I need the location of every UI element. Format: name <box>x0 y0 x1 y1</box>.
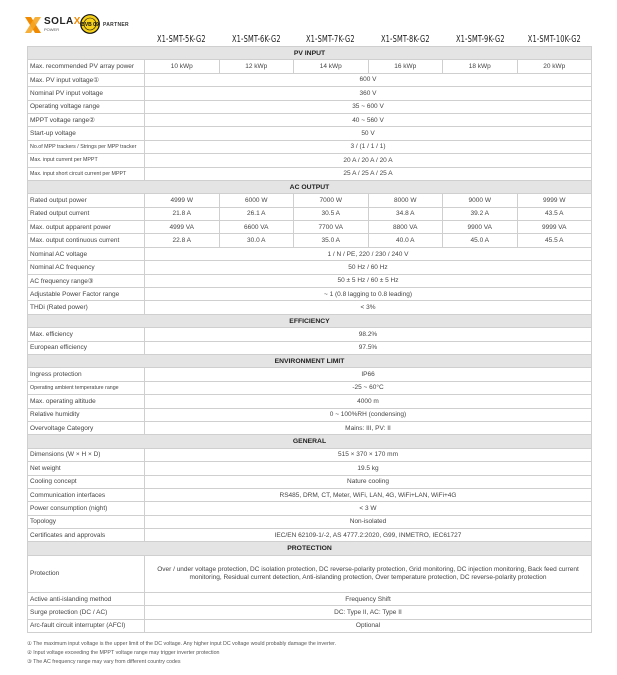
table-row <box>28 288 592 301</box>
table-row <box>28 274 592 287</box>
table-row <box>28 154 592 167</box>
table-row <box>28 73 592 86</box>
table-row <box>28 328 592 341</box>
table-row <box>28 60 592 73</box>
spec-value: 45.0 A <box>443 234 518 247</box>
spec-value: 9999 VA <box>517 221 592 234</box>
spec-label: Max. output continuous current <box>28 234 145 247</box>
spec-value: 98.2% <box>145 328 592 341</box>
section-pv-input <box>28 47 592 60</box>
spec-value: 16 kWp <box>368 60 443 73</box>
table-row <box>28 100 592 113</box>
spec-value: 30.5 A <box>294 207 369 220</box>
spec-value: PV INPUT <box>28 47 592 60</box>
spec-label: MPPT voltage range② <box>28 113 145 126</box>
table-row <box>28 606 592 619</box>
spec-label: Nominal PV input voltage <box>28 87 145 100</box>
footnote: ③ The AC frequency range may vary from different country codes <box>27 659 181 665</box>
section-environment <box>28 354 592 367</box>
spec-value: ~ 1 (0.8 lagging to 0.8 leading) <box>145 288 592 301</box>
spec-value: 26.1 A <box>219 207 294 220</box>
spec-value: 40 ~ 560 V <box>145 113 592 126</box>
table-row <box>28 502 592 515</box>
spec-label: Rated output power <box>28 194 145 207</box>
spec-value: Frequency Shift <box>145 592 592 605</box>
solax-x-icon <box>24 16 42 34</box>
spec-value: 4999 W <box>145 194 220 207</box>
table-row <box>28 234 592 247</box>
section-efficiency <box>28 314 592 327</box>
spec-value: 35.0 A <box>294 234 369 247</box>
spec-label: Rated output current <box>28 207 145 220</box>
spec-value: 18 kWp <box>443 60 518 73</box>
spec-value: GENERAL <box>28 435 592 448</box>
spec-value: IP66 <box>145 368 592 381</box>
spec-value: EFFICIENCY <box>28 314 592 327</box>
spec-label: Net weight <box>28 462 145 475</box>
table-row <box>28 341 592 354</box>
spec-label: No.of MPP trackers / Strings per MPP tracker <box>28 140 145 153</box>
spec-label: Max. efficiency <box>28 328 145 341</box>
spec-label: AC frequency range③ <box>28 274 145 287</box>
spec-label: Surge protection (DC / AC) <box>28 606 145 619</box>
spec-label: Operating ambient temperature range <box>28 381 145 394</box>
spec-value: 8800 VA <box>368 221 443 234</box>
spec-value: DC: Type II, AC: Type II <box>145 606 592 619</box>
spec-label: Overvoltage Category <box>28 421 145 434</box>
model-name: X1-SMT-5K-G2 <box>156 34 206 45</box>
spec-value: 34.8 A <box>368 207 443 220</box>
spec-value: 20 A / 20 A / 20 A <box>145 154 592 167</box>
spec-label: Communication interfaces <box>28 488 145 501</box>
spec-value: 1 / N / PE, 220 / 230 / 240 V <box>145 247 592 260</box>
spec-value: Nature cooling <box>145 475 592 488</box>
spec-value: -25 ~ 60°C <box>145 381 592 394</box>
spec-label: Ingress protection <box>28 368 145 381</box>
table-row <box>28 261 592 274</box>
table-row <box>28 555 592 592</box>
spec-value: 4999 VA <box>145 221 220 234</box>
spec-value: 35 ~ 600 V <box>145 100 592 113</box>
table-row <box>28 87 592 100</box>
bvb-logo-icon <box>80 14 100 34</box>
spec-value: 10 kWp <box>145 60 220 73</box>
model-name: X1-SMT-8K-G2 <box>380 34 430 45</box>
section-ac-output <box>28 180 592 193</box>
model-name: X1-SMT-7K-G2 <box>306 34 356 45</box>
spec-value: 97.5% <box>145 341 592 354</box>
spec-value: ENVIRONMENT LIMIT <box>28 354 592 367</box>
spec-value: 7700 VA <box>294 221 369 234</box>
model-name: X1-SMT-6K-G2 <box>231 34 281 45</box>
spec-label: Max. input current per MPPT <box>28 154 145 167</box>
spec-value: 40.0 A <box>368 234 443 247</box>
spec-value: 19.5 kg <box>145 462 592 475</box>
spec-value: < 3% <box>145 301 592 314</box>
brand-sub: POWER <box>44 27 60 32</box>
spec-value: 0 ~ 100%RH (condensing) <box>145 408 592 421</box>
spec-value: 39.2 A <box>443 207 518 220</box>
spec-value: Optional <box>145 619 592 632</box>
spec-label: Dimensions (W × H × D) <box>28 448 145 461</box>
spec-value: AC OUTPUT <box>28 180 592 193</box>
spec-value: Non-isolated <box>145 515 592 528</box>
spec-value: 6000 W <box>219 194 294 207</box>
table-row <box>28 592 592 605</box>
table-row <box>28 221 592 234</box>
spec-value: 45.5 A <box>517 234 592 247</box>
spec-label: Topology <box>28 515 145 528</box>
table-row <box>28 515 592 528</box>
brand-name: SOLAX <box>44 16 81 27</box>
table-row <box>28 475 592 488</box>
spec-label: Max. output apparent power <box>28 221 145 234</box>
table-row <box>28 247 592 260</box>
table-row <box>28 113 592 126</box>
spec-value: 7000 W <box>294 194 369 207</box>
spec-label: Start-up voltage <box>28 127 145 140</box>
section-protection <box>28 542 592 555</box>
spec-value: 9999 W <box>517 194 592 207</box>
spec-value: 360 V <box>145 87 592 100</box>
table-row <box>28 301 592 314</box>
spec-value: < 3 W <box>145 502 592 515</box>
table-row <box>28 127 592 140</box>
table-row <box>28 488 592 501</box>
table-row <box>28 462 592 475</box>
spec-value: 21.8 A <box>145 207 220 220</box>
spec-label: Nominal AC voltage <box>28 247 145 260</box>
spec-label: Adjustable Power Factor range <box>28 288 145 301</box>
spec-label: European efficiency <box>28 341 145 354</box>
spec-value: 9900 VA <box>443 221 518 234</box>
spec-value: 50 ± 5 Hz / 60 ± 5 Hz <box>145 274 592 287</box>
table-row <box>28 408 592 421</box>
table-row <box>28 368 592 381</box>
table-row <box>28 529 592 542</box>
model-name: X1-SMT-9K-G2 <box>455 34 505 45</box>
spec-label: Active anti-islanding method <box>28 592 145 605</box>
spec-value: 6600 VA <box>219 221 294 234</box>
bvb-logo-text: BVB 09 <box>81 22 99 28</box>
table-row <box>28 421 592 434</box>
spec-value: 25 A / 25 A / 25 A <box>145 167 592 180</box>
spec-label: Power consumption (night) <box>28 502 145 515</box>
spec-table <box>27 46 592 633</box>
spec-value: 14 kWp <box>294 60 369 73</box>
spec-value: Mains: III, PV: II <box>145 421 592 434</box>
spec-value: 9000 W <box>443 194 518 207</box>
model-name: X1-SMT-10K-G2 <box>528 34 582 45</box>
spec-label: Cooling concept <box>28 475 145 488</box>
spec-value: 20 kWp <box>517 60 592 73</box>
spec-label: Relative humidity <box>28 408 145 421</box>
footnotes <box>27 640 592 667</box>
spec-value: 50 V <box>145 127 592 140</box>
spec-value: 43.5 A <box>517 207 592 220</box>
spec-value: 3 / (1 / 1 / 1) <box>145 140 592 153</box>
spec-label: Operating voltage range <box>28 100 145 113</box>
spec-value: RS485, DRM, CT, Meter, WiFi, LAN, 4G, WiFi+LAN, WiFi+4G <box>145 488 592 501</box>
spec-label: Max. operating altitude <box>28 395 145 408</box>
spec-value: PROTECTION <box>28 542 592 555</box>
spec-value: 22.8 A <box>145 234 220 247</box>
table-row <box>28 167 592 180</box>
spec-label: Certificates and approvals <box>28 529 145 542</box>
table-row <box>28 448 592 461</box>
table-row <box>28 140 592 153</box>
spec-value: 12 kWp <box>219 60 294 73</box>
spec-label: THDi (Rated power) <box>28 301 145 314</box>
model-headers <box>144 34 592 45</box>
spec-label: Arc-fault circuit interrupter (AFCI) <box>28 619 145 632</box>
spec-value: Over / under voltage protection, DC isolation protection, DC reverse-polarity protection, Grid monitoring, DC injection monitoring, Back feed current monitoring, Residual current detection, Anti-islanding protection, Over temperature protection, DC reverse-polarity protection <box>145 555 592 592</box>
spec-value: 8000 W <box>368 194 443 207</box>
section-general <box>28 435 592 448</box>
spec-label: Max. recommended PV array power <box>28 60 145 73</box>
table-row <box>28 381 592 394</box>
spec-value: 50 Hz / 60 Hz <box>145 261 592 274</box>
table-row <box>28 395 592 408</box>
table-row <box>28 207 592 220</box>
spec-value: 515 × 370 × 170 mm <box>145 448 592 461</box>
footnote: ① The maximum input voltage is the upper limit of the DC voltage. Any higher input DC voltage would probably damage the inverter. <box>27 641 337 647</box>
table-row <box>28 619 592 632</box>
spec-value: 4000 m <box>145 395 592 408</box>
partner-label: PARTNER <box>103 22 129 28</box>
spec-label: Protection <box>28 555 145 592</box>
spec-value: 600 V <box>145 73 592 86</box>
spec-value: IEC/EN 62109-1/-2, AS 4777.2:2020, G99, INMETRO, IEC61727 <box>145 529 592 542</box>
spec-label: Max. input short circuit current per MPPT <box>28 167 145 180</box>
spec-label: Max. PV input voltage① <box>28 73 145 86</box>
spec-label: Nominal AC frequency <box>28 261 145 274</box>
table-row <box>28 194 592 207</box>
spec-value: 30.0 A <box>219 234 294 247</box>
footnote: ② Input voltage exceeding the MPPT voltage range may trigger inverter protection <box>27 650 220 656</box>
